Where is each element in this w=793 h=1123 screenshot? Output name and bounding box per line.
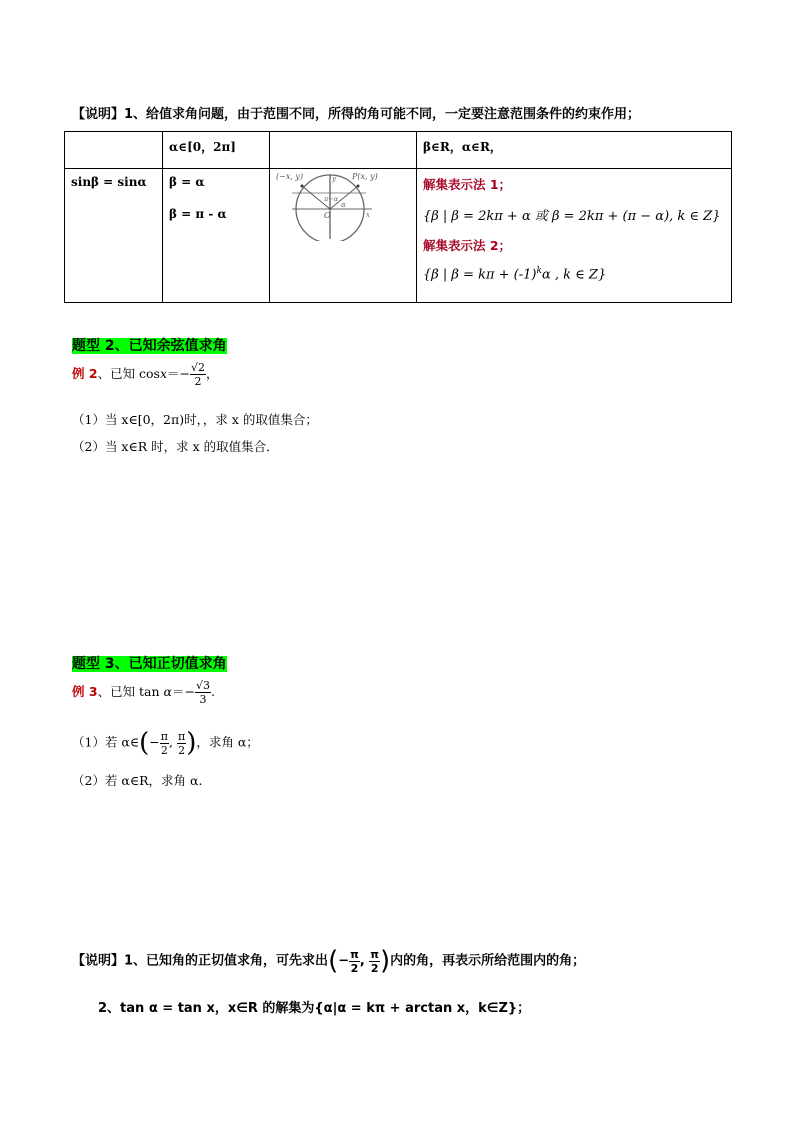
example-3-fraction <box>195 679 211 706</box>
example-2-pre: 、已知 cos <box>97 366 160 381</box>
example-3-q1-pre: （1）若 α∈ <box>72 734 140 750</box>
point-q-label: (−x, y) <box>276 172 304 181</box>
method-1-label: 解集表示法 1； <box>423 177 512 192</box>
example-3-q1-frac-2: $\frac{\pi}{2}$ <box>177 729 186 757</box>
solution-1: β = α <box>169 175 205 189</box>
method-2-label: 解集表示法 2； <box>423 238 512 253</box>
angle-pi-minus-alpha-label: π−α <box>324 195 339 203</box>
note-2-bracket: 【说明】 <box>72 953 125 969</box>
section-3-heading-tag: 题型 <box>72 656 100 672</box>
example-2-question-2: （2）当 x∈R 时，求 x 的取值集合． <box>72 439 279 454</box>
table-header-real: β∈R，α∈R， <box>417 132 732 169</box>
example-2-eq: ＝− <box>167 366 191 381</box>
example-3-eq: ＝− <box>172 684 195 699</box>
section-3-heading <box>72 653 227 673</box>
table-cell-empty-2 <box>270 132 417 169</box>
example-3-tail: . <box>211 684 215 699</box>
table-cell-diagram <box>270 169 417 303</box>
section-3-heading-title: 3、已知正切值求角 <box>100 656 227 672</box>
method-2-formula-part-b: α , k ∈ Z} <box>541 267 607 283</box>
note-2-frac-2: $\frac{\pi}{2}$ <box>370 947 379 975</box>
origin-label: O <box>324 211 331 220</box>
example-2-var: x <box>159 366 168 381</box>
note-2-text-pre: 1、已知角的正切值求角，可先求出 <box>124 953 329 969</box>
table-cell-empty <box>65 132 163 169</box>
point-p-label: P(x, y) <box>352 172 378 181</box>
unit-circle-diagram <box>274 171 394 241</box>
example-3-label: 例 3 <box>72 684 98 699</box>
note-2-frac-1: $\frac{\pi}{2}$ <box>350 947 359 975</box>
solution-2: β = π - α <box>169 207 227 221</box>
example-2-tail: ， <box>206 366 219 381</box>
range-table <box>64 131 732 303</box>
note-2-line-2: 2、tan α = tan x，x∈R 的解集为{α|α = kπ + arctan x，k∈Z}； <box>98 1001 531 1016</box>
y-axis-label: y <box>332 175 336 183</box>
example-3-question-1: （1）若 α∈(− $\frac{\pi}{2}$ , $\frac{\pi}{2}$ )，求角 α； <box>72 728 259 758</box>
table-cell-solutions <box>163 169 270 303</box>
example-2-frac-num: √2 <box>191 361 206 374</box>
example-2-frac-den: 2 <box>194 375 202 388</box>
angle-alpha-label: α <box>341 201 346 209</box>
example-3-q1-post: ，求角 α； <box>196 734 259 750</box>
method-2-formula-exponent: k <box>536 266 542 276</box>
section-2-heading-title: 2、已知余弦值求角 <box>100 338 227 354</box>
section-2-heading <box>72 335 227 355</box>
method-2-formula <box>423 266 725 282</box>
example-2-label: 例 2 <box>72 366 98 381</box>
x-axis-label: x <box>366 211 370 219</box>
note-1-bracket: 【说明】 <box>72 107 125 122</box>
note-2-text-post: 内的角，再表示所给范围内的角； <box>390 953 586 969</box>
method-1-formula: {β | β = 2kπ + α 或 β = 2kπ + (π − α), k ∈ Z} <box>423 209 721 224</box>
example-3-pre: 、已知 tan <box>97 684 164 699</box>
table-cell-solution-sets <box>417 169 732 303</box>
example-2-question-1: （1）当 x∈[0，2π)时，，求 x 的取值集合； <box>72 412 318 427</box>
note-1-text: 1、给值求角问题，由于范围不同，所得的角可能不同，一定要注意范围条件的约束作用； <box>124 107 641 122</box>
table-header-range: α∈[0，2π] <box>163 132 270 169</box>
method-2-formula-part-a: {β | β = kπ + (-1) <box>423 267 537 283</box>
example-3-q1-frac-1: $\frac{\pi}{2}$ <box>160 729 168 757</box>
section-2-heading-tag: 题型 <box>72 338 100 354</box>
example-2-fraction <box>190 361 206 388</box>
note-1 <box>72 103 640 122</box>
example-3-frac-num: √3 <box>195 679 210 692</box>
example-2 <box>72 361 219 388</box>
example-3-question-2: （2）若 α∈R，求角 α. <box>72 773 203 788</box>
note-2: 【说明】1、已知角的正切值求角，可先求出(− $\frac{\pi}{2}$ , $\frac{\pi}{2}$ )内的角，再表示所给范围内的角； <box>72 946 586 976</box>
example-3-var: α <box>163 684 172 699</box>
example-3 <box>72 679 215 706</box>
table-row-equation: sinβ = sinα <box>65 169 163 303</box>
example-3-frac-den: 3 <box>199 693 207 706</box>
